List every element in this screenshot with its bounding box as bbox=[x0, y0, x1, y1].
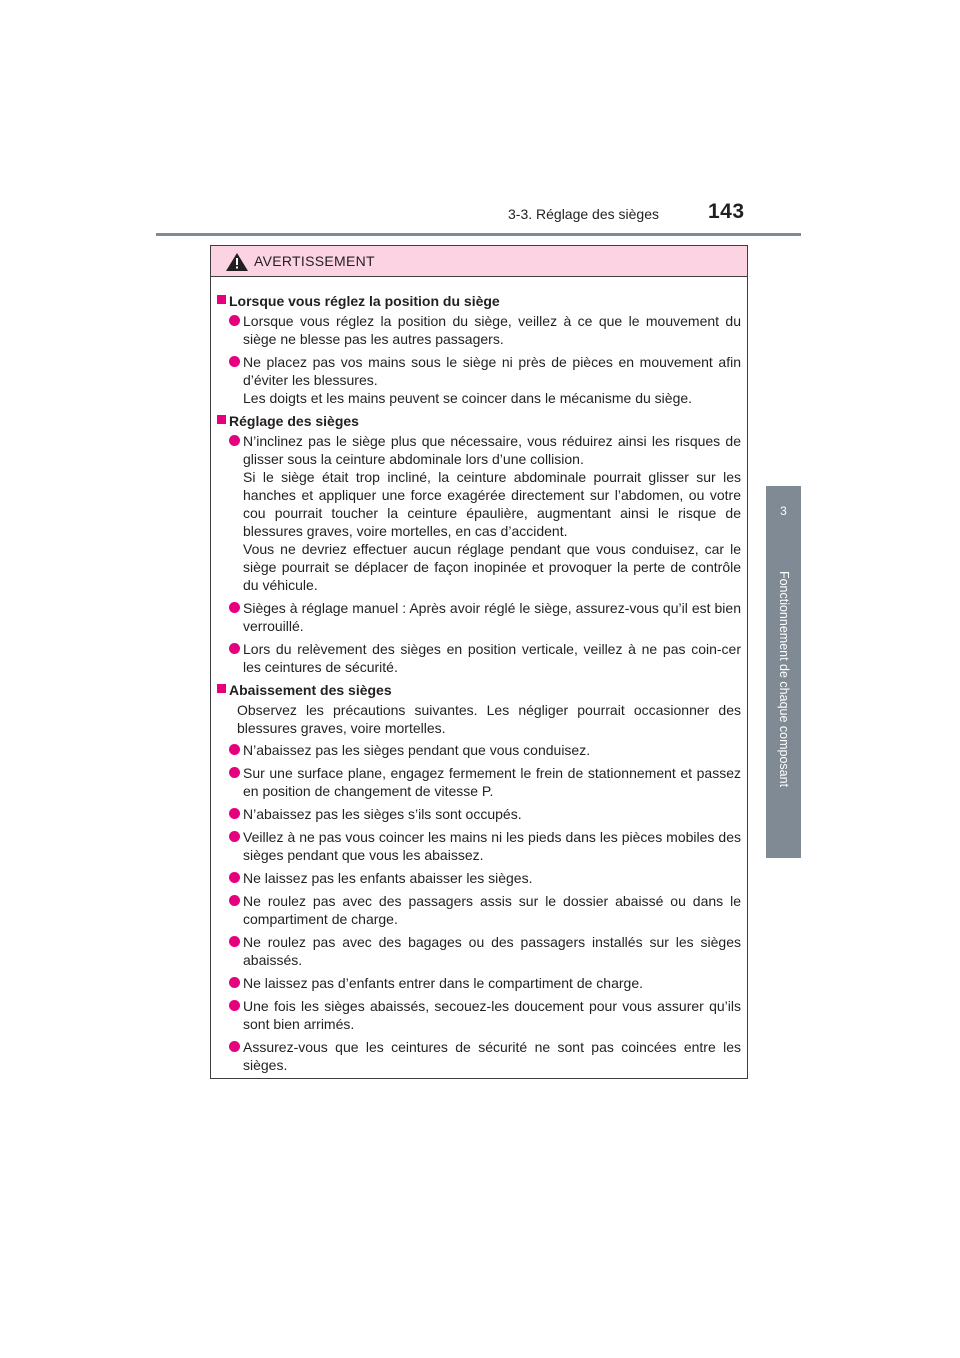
list-item bbox=[217, 869, 741, 887]
warning-box bbox=[210, 245, 748, 1079]
list-item bbox=[217, 933, 741, 969]
bullet-text: Sièges à réglage manuel : Après avoir réglé le siège, assurez-vous qu’il est bien verrouillé. bbox=[243, 600, 741, 634]
bullet-text: N’inclinez pas le siège plus que nécessaire, vous réduirez ainsi les risques de glisser sous la ceinture abdominale lors d’une collision. Si le siège était trop incliné, la ceinture abdominale pourrait glisser sur les hanches et appliquer une force exagérée directement sur l’abdomen, ou votre cou pourrait toucher la ceinture épaulière, augmentant ainsi le risque de blessures graves, voire mortelles, en cas d’accident. Vous ne devriez effectuer aucun réglage pendant que vous conduisez, car le siège pourrait se déplacer de façon inopinée et provoquer la perte de contrôle du véhicule. bbox=[243, 433, 741, 593]
bullet-text: Une fois les sièges abaissés, secouez-les doucement pour vous assurer qu’ils sont bien arrimés. bbox=[243, 998, 741, 1032]
bullet-text: N’abaissez pas les sièges pendant que vous conduisez. bbox=[243, 742, 591, 758]
bullet-dot-icon bbox=[229, 872, 240, 883]
chapter-label: Fonctionnement de chaque composant bbox=[777, 570, 791, 788]
list-item bbox=[217, 828, 741, 864]
list-item bbox=[217, 997, 741, 1033]
bullet-dot-icon bbox=[229, 315, 240, 326]
warning-body bbox=[211, 277, 747, 1074]
heading-text: Lorsque vous réglez la position du siège bbox=[229, 293, 500, 309]
bullet-dot-icon bbox=[229, 744, 240, 755]
bullet-text: Ne laissez pas d’enfants entrer dans le compartiment de charge. bbox=[243, 975, 643, 991]
bullet-text: Lors du relèvement des sièges en position verticale, veillez à ne pas coin-cer les ceintures de sécurité. bbox=[243, 641, 741, 675]
bullet-text: N’abaissez pas les sièges s’ils sont occupés. bbox=[243, 806, 522, 822]
section-intro: Observez les précautions suivantes. Les négliger pourrait occasionner des blessures graves, voire mortelles. bbox=[237, 702, 741, 736]
bullet-dot-icon bbox=[229, 936, 240, 947]
list-item bbox=[217, 974, 741, 992]
list-item bbox=[217, 599, 741, 635]
heading-text: Abaissement des sièges bbox=[229, 682, 392, 698]
warning-header bbox=[211, 246, 747, 277]
bullet-dot-icon bbox=[229, 1000, 240, 1011]
list-item bbox=[217, 432, 741, 594]
heading-square-icon bbox=[217, 684, 226, 693]
bullet-dot-icon bbox=[229, 643, 240, 654]
warning-title: AVERTISSEMENT bbox=[254, 253, 375, 269]
heading-text: Réglage des sièges bbox=[229, 413, 359, 429]
heading-square-icon bbox=[217, 295, 226, 304]
bullet-dot-icon bbox=[229, 1041, 240, 1052]
header-rule bbox=[156, 233, 801, 236]
bullet-dot-icon bbox=[229, 808, 240, 819]
section-heading bbox=[217, 412, 741, 430]
list-item bbox=[217, 741, 741, 759]
bullet-text: Sur une surface plane, engagez fermement le frein de stationnement et passez en position de changement de vitesse P. bbox=[243, 765, 741, 799]
bullet-text: Ne roulez pas avec des passagers assis sur le dossier abaissé ou dans le compartiment de charge. bbox=[243, 893, 741, 927]
bullet-dot-icon bbox=[229, 767, 240, 778]
bullet-dot-icon bbox=[229, 356, 240, 367]
bullet-text: Ne laissez pas les enfants abaisser les sièges. bbox=[243, 870, 533, 886]
list-item bbox=[217, 764, 741, 800]
bullet-dot-icon bbox=[229, 602, 240, 613]
list-item bbox=[217, 805, 741, 823]
list-item bbox=[217, 892, 741, 928]
heading-square-icon bbox=[217, 415, 226, 424]
bullet-dot-icon bbox=[229, 831, 240, 842]
chapter-number: 3 bbox=[780, 504, 787, 518]
header-section-title: 3-3. Réglage des sièges bbox=[508, 206, 659, 222]
warning-triangle-icon bbox=[226, 253, 248, 271]
bullet-text: Ne roulez pas avec des bagages ou des passagers installés sur les sièges abaissés. bbox=[243, 934, 741, 968]
bullet-dot-icon bbox=[229, 435, 240, 446]
bullet-text: Lorsque vous réglez la position du siège, veillez à ce que le mouvement du siège ne blesse pas les autres passagers. bbox=[243, 313, 741, 347]
list-item bbox=[217, 312, 741, 348]
bullet-text: Veillez à ne pas vous coincer les mains ni les pieds dans les pièces mobiles des sièges pendant que vous les abaissez. bbox=[243, 829, 741, 863]
bullet-dot-icon bbox=[229, 977, 240, 988]
list-item bbox=[217, 353, 741, 407]
section-heading bbox=[217, 681, 741, 699]
page-number: 143 bbox=[708, 200, 745, 223]
bullet-text: Ne placez pas vos mains sous le siège ni près de pièces en mouvement afin d’éviter les blessures. Les doigts et les mains peuvent se coincer dans le mécanisme du siège. bbox=[243, 354, 741, 406]
list-item bbox=[217, 640, 741, 676]
bullet-dot-icon bbox=[229, 895, 240, 906]
bullet-text: Assurez-vous que les ceintures de sécurité ne sont pas coincées entre les sièges. bbox=[243, 1039, 741, 1073]
list-item bbox=[217, 1038, 741, 1074]
section-heading bbox=[217, 292, 741, 310]
